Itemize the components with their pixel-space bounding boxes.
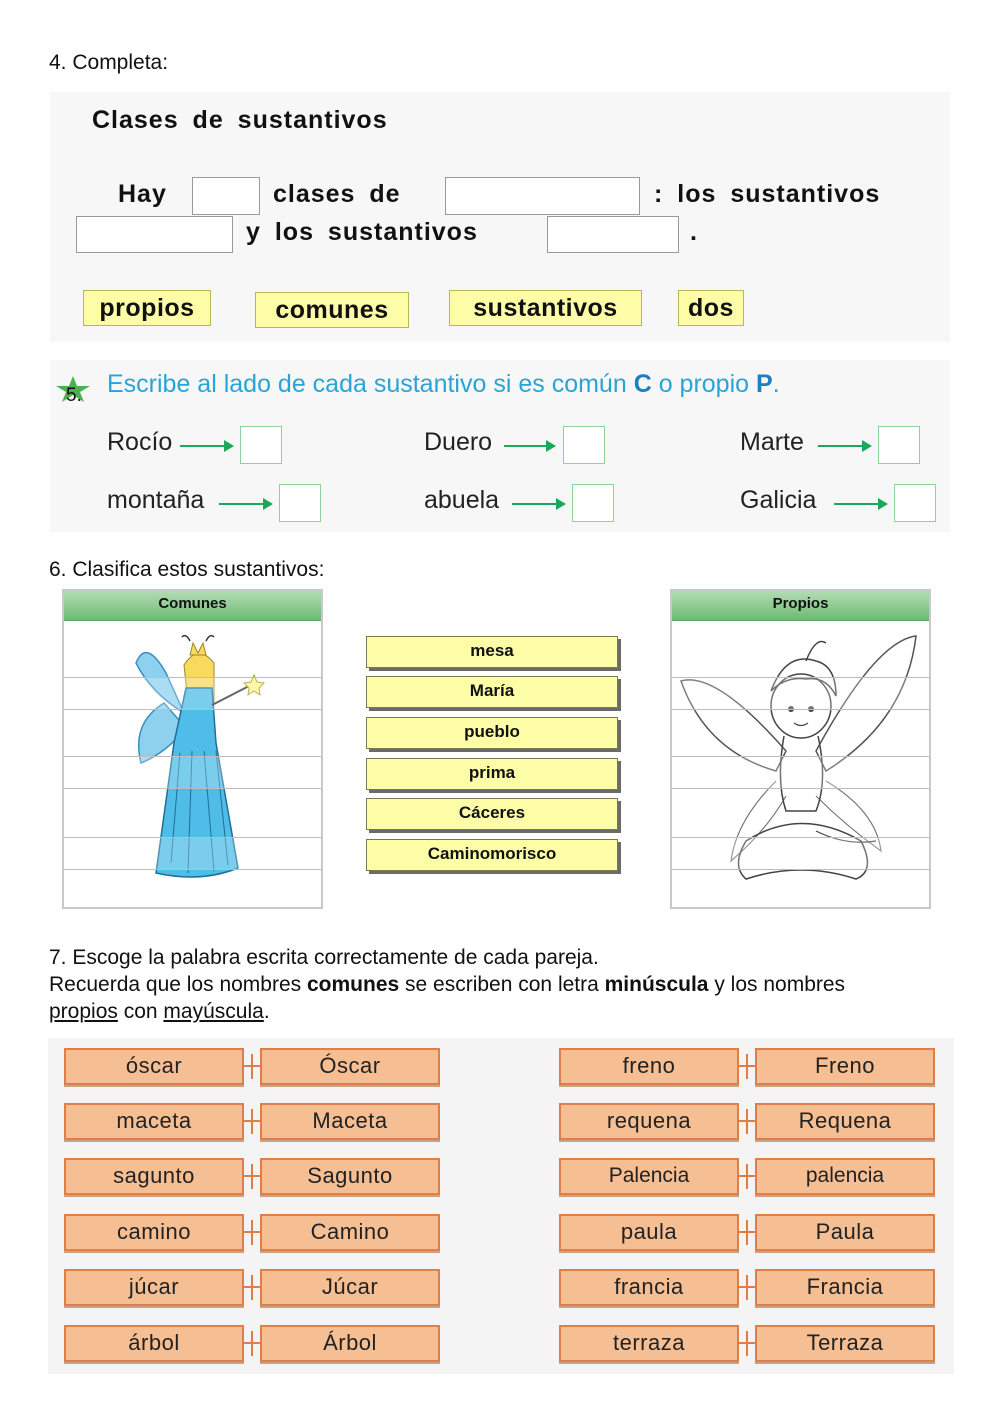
- option-button[interactable]: Júcar: [260, 1269, 440, 1306]
- answer-box-galicia[interactable]: [894, 484, 936, 522]
- option-button[interactable]: francia: [559, 1269, 739, 1306]
- text-part: con: [117, 1000, 164, 1023]
- text-hay: Hay: [118, 180, 167, 208]
- word-duero: Duero: [424, 428, 493, 456]
- text-clases-de: clases de: [273, 180, 401, 208]
- option-button[interactable]: palencia: [755, 1158, 935, 1195]
- word-chip-pueblo[interactable]: pueblo: [366, 717, 618, 749]
- section-7-line-3: [49, 998, 954, 1025]
- answer-box-abuela[interactable]: [572, 484, 614, 522]
- section-6-title: 6. Clasifica estos sustantivos:: [49, 558, 325, 581]
- arrow-right-icon: [834, 503, 886, 505]
- blank-1[interactable]: [192, 177, 260, 215]
- instruction-part: .: [772, 370, 780, 398]
- blank-2[interactable]: [445, 177, 640, 215]
- section-7-line-2: [49, 971, 954, 998]
- word-chip-mesa[interactable]: mesa: [366, 636, 618, 668]
- comunes-column: [62, 589, 323, 909]
- answer-box-duero[interactable]: [563, 426, 605, 464]
- pair-connector-icon: [244, 1269, 260, 1306]
- blank-3[interactable]: [76, 216, 233, 253]
- text-y-los-sustantivos: y los sustantivos: [246, 218, 478, 246]
- section-4-heading: Clases de sustantivos: [92, 106, 388, 134]
- option-button[interactable]: árbol: [64, 1325, 244, 1362]
- section-5-number: 5.: [66, 385, 82, 406]
- text-underline-mayuscula: mayúscula: [163, 1000, 264, 1023]
- section-7-panel: [48, 1038, 954, 1374]
- pair-connector-icon: [244, 1103, 260, 1140]
- word-abuela: abuela: [424, 486, 500, 514]
- pair-connector-icon: [244, 1214, 260, 1251]
- text-part: Recuerda que los nombres: [49, 973, 307, 996]
- comunes-drop-slot[interactable]: [64, 756, 321, 789]
- option-button[interactable]: júcar: [64, 1269, 244, 1306]
- comunes-header: Comunes: [64, 591, 321, 621]
- pair-connector-icon: [244, 1048, 260, 1085]
- blank-4[interactable]: [547, 216, 679, 253]
- option-button[interactable]: óscar: [64, 1048, 244, 1085]
- answer-box-rocio[interactable]: [240, 426, 282, 464]
- comunes-drop-slot[interactable]: [64, 677, 321, 710]
- option-button[interactable]: maceta: [64, 1103, 244, 1140]
- chip-sustantivos[interactable]: sustantivos: [449, 290, 642, 326]
- word-montana: montaña: [107, 486, 205, 514]
- text-period: .: [690, 218, 698, 246]
- word-marte: Marte: [740, 428, 804, 456]
- instruction-part: Escribe al lado de cada sustantivo si es común: [107, 370, 634, 398]
- option-button[interactable]: freno: [559, 1048, 739, 1085]
- option-button[interactable]: sagunto: [64, 1158, 244, 1195]
- option-button[interactable]: Terraza: [755, 1325, 935, 1362]
- answer-box-montana[interactable]: [279, 484, 321, 522]
- option-button[interactable]: Palencia: [559, 1158, 739, 1195]
- text-part: y los nombres: [708, 973, 846, 996]
- option-button[interactable]: Óscar: [260, 1048, 440, 1085]
- option-button[interactable]: requena: [559, 1103, 739, 1140]
- propios-drop-slot[interactable]: [672, 677, 929, 710]
- chip-comunes[interactable]: comunes: [255, 292, 409, 328]
- word-galicia: Galicia: [740, 486, 817, 514]
- option-button[interactable]: paula: [559, 1214, 739, 1251]
- pair-connector-icon: [244, 1158, 260, 1195]
- pair-connector-icon: [739, 1048, 755, 1085]
- answer-box-marte[interactable]: [878, 426, 920, 464]
- section-7-line-1: 7. Escoge la palabra escrita correctamente de cada pareja.: [49, 946, 599, 969]
- word-chip-maria[interactable]: María: [366, 676, 618, 708]
- option-button[interactable]: Paula: [755, 1214, 935, 1251]
- chip-propios[interactable]: propios: [83, 290, 211, 326]
- text-bold-minuscula: minúscula: [604, 973, 709, 996]
- propios-drop-slot[interactable]: [672, 837, 929, 870]
- pair-connector-icon: [244, 1325, 260, 1362]
- propios-drop-slot[interactable]: [672, 756, 929, 789]
- section-4-title: 4. Completa:: [49, 51, 169, 74]
- pair-connector-icon: [739, 1325, 755, 1362]
- word-chip-caceres[interactable]: Cáceres: [366, 798, 618, 830]
- word-chip-prima[interactable]: prima: [366, 758, 618, 790]
- instruction-part: o propio: [651, 370, 756, 398]
- pair-connector-icon: [739, 1269, 755, 1306]
- arrow-right-icon: [180, 445, 232, 447]
- propios-header: Propios: [672, 591, 929, 621]
- option-button[interactable]: camino: [64, 1214, 244, 1251]
- text-part: se escriben con letra: [399, 973, 605, 996]
- option-button[interactable]: Freno: [755, 1048, 935, 1085]
- word-rocio: Rocío: [107, 428, 173, 456]
- option-button[interactable]: terraza: [559, 1325, 739, 1362]
- text-los-sustantivos: : los sustantivos: [654, 180, 881, 208]
- pair-connector-icon: [739, 1158, 755, 1195]
- letter-p: P: [756, 370, 773, 398]
- option-button[interactable]: Francia: [755, 1269, 935, 1306]
- letter-c: C: [633, 370, 652, 398]
- text-part: .: [263, 1000, 270, 1023]
- chip-dos[interactable]: dos: [678, 290, 744, 326]
- option-button[interactable]: Maceta: [260, 1103, 440, 1140]
- option-button[interactable]: Requena: [755, 1103, 935, 1140]
- text-underline-propios: propios: [49, 1000, 118, 1023]
- arrow-right-icon: [219, 503, 271, 505]
- propios-column: [670, 589, 931, 909]
- option-button[interactable]: Sagunto: [260, 1158, 440, 1195]
- pair-connector-icon: [739, 1103, 755, 1140]
- arrow-right-icon: [512, 503, 564, 505]
- section-5-instruction: [107, 370, 780, 399]
- comunes-drop-slot[interactable]: [64, 837, 321, 870]
- option-button[interactable]: Árbol: [260, 1325, 440, 1362]
- arrow-right-icon: [818, 445, 870, 447]
- pair-connector-icon: [739, 1214, 755, 1251]
- word-chip-caminomorisco[interactable]: Caminomorisco: [366, 839, 618, 871]
- arrow-right-icon: [504, 445, 554, 447]
- text-bold-comunes: comunes: [306, 973, 400, 996]
- option-button[interactable]: Camino: [260, 1214, 440, 1251]
